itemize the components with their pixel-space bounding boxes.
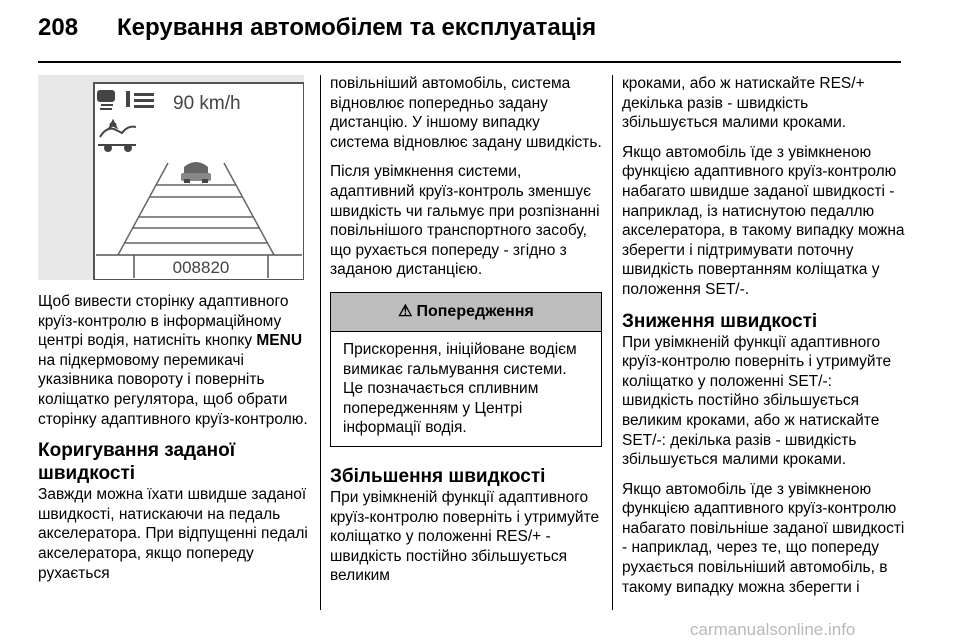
increase-speed-paragraph: При увімкненій функції адаптивного круїз-контролю поверніть і утримуйте коліщатко у положенні RES/+ - швидкість постійно збільшується великим xyxy=(330,488,600,585)
section-heading-adjust-speed: Коригування заданої швидкості xyxy=(38,440,236,485)
odometer-readout: 008820 xyxy=(172,258,230,277)
increase-steps-paragraph: кроками, або ж натискайте RES/+ декілька разів - швидкість збільшується малими кроками. xyxy=(622,75,865,132)
column-2 xyxy=(330,74,602,596)
warning-text: Прискорення, ініційоване водієм вимикає гальмування системи. Це позначається спливним попередженням у Центрі інформації водія. xyxy=(343,340,577,437)
column-1 xyxy=(38,292,310,593)
after-activation-paragraph: Після увімкнення системи, адаптивний круїз-контроль зменшує швидкість чи гальмує при розпізнанні повільнішого транспортного засобу, що рухається попереду - згідно з заданою дистанцією. xyxy=(330,163,600,279)
intro-paragraph: Щоб вивести сторінку адаптивного круїз-контролю в інформаційному центрі водія, натисніть кнопку MENU на підкермовому перемикачі указівника повороту і поверніть коліщатко регулятора, щоб обрати сторінку адаптивного круїз-контролю. xyxy=(38,293,308,428)
slower-than-set-paragraph: Якщо автомобіль їде з увімкненою функцією адаптивного круїз-контролю набагато повільніше заданої швидкості - наприклад, через те, що попереду рухається повільніший автомобіль, в такому випадку можна зберегти і xyxy=(622,480,905,596)
warning-box xyxy=(330,292,602,447)
column-divider-1 xyxy=(320,75,321,610)
warning-header xyxy=(331,293,601,332)
page-header-title: Керування автомобілем та експлуатація xyxy=(117,14,597,41)
header-rule xyxy=(38,61,901,63)
decrease-speed-paragraph: При увімкненій функції адаптивного круїз-контролю поверніть і утримуйте коліщатко у положенні SET/-: швидкість постійно збільшується великим кроками, або ж натискайте SET/-: декілька разів - швидкість збільшується малими кроками. xyxy=(622,333,892,469)
faster-than-set-paragraph: Якщо автомобіль їде з увімкненою функцією адаптивного круїз-контролю набагато швидше заданої швидкості - наприклад, із натиснутою педаллю акселератора, в такому випадку можна зберегти і підтримувати поточну швидкість повертанням коліщатка у положення SET/-. xyxy=(622,143,905,298)
speed-readout: 90 km/h xyxy=(173,93,241,114)
driver-info-centre-illustration xyxy=(38,75,304,280)
adjust-speed-paragraph: Завжди можна їхати швидше заданої швидкості, натискаючи на педаль акселератора. При відпущенні педалі акселератора, якщо попереду рухається xyxy=(38,486,308,582)
page-number: 208 xyxy=(38,14,79,41)
warning-title: Попередження xyxy=(416,303,534,321)
column-divider-2 xyxy=(612,75,613,610)
resume-paragraph: повільніший автомобіль, система відновлює попередньо задану дистанцію. У іншому випадку система відновлює задану швидкість. xyxy=(330,75,602,151)
menu-button-label: MENU xyxy=(256,332,303,350)
section-heading-increase-speed: Збільшення швидкості xyxy=(330,465,546,487)
section-heading-decrease-speed: Зниження швидкості xyxy=(622,310,818,332)
warning-triangle-icon: ⚠ xyxy=(398,303,413,321)
column-3 xyxy=(622,74,907,607)
watermark: carmanualsonline.info xyxy=(690,620,856,639)
